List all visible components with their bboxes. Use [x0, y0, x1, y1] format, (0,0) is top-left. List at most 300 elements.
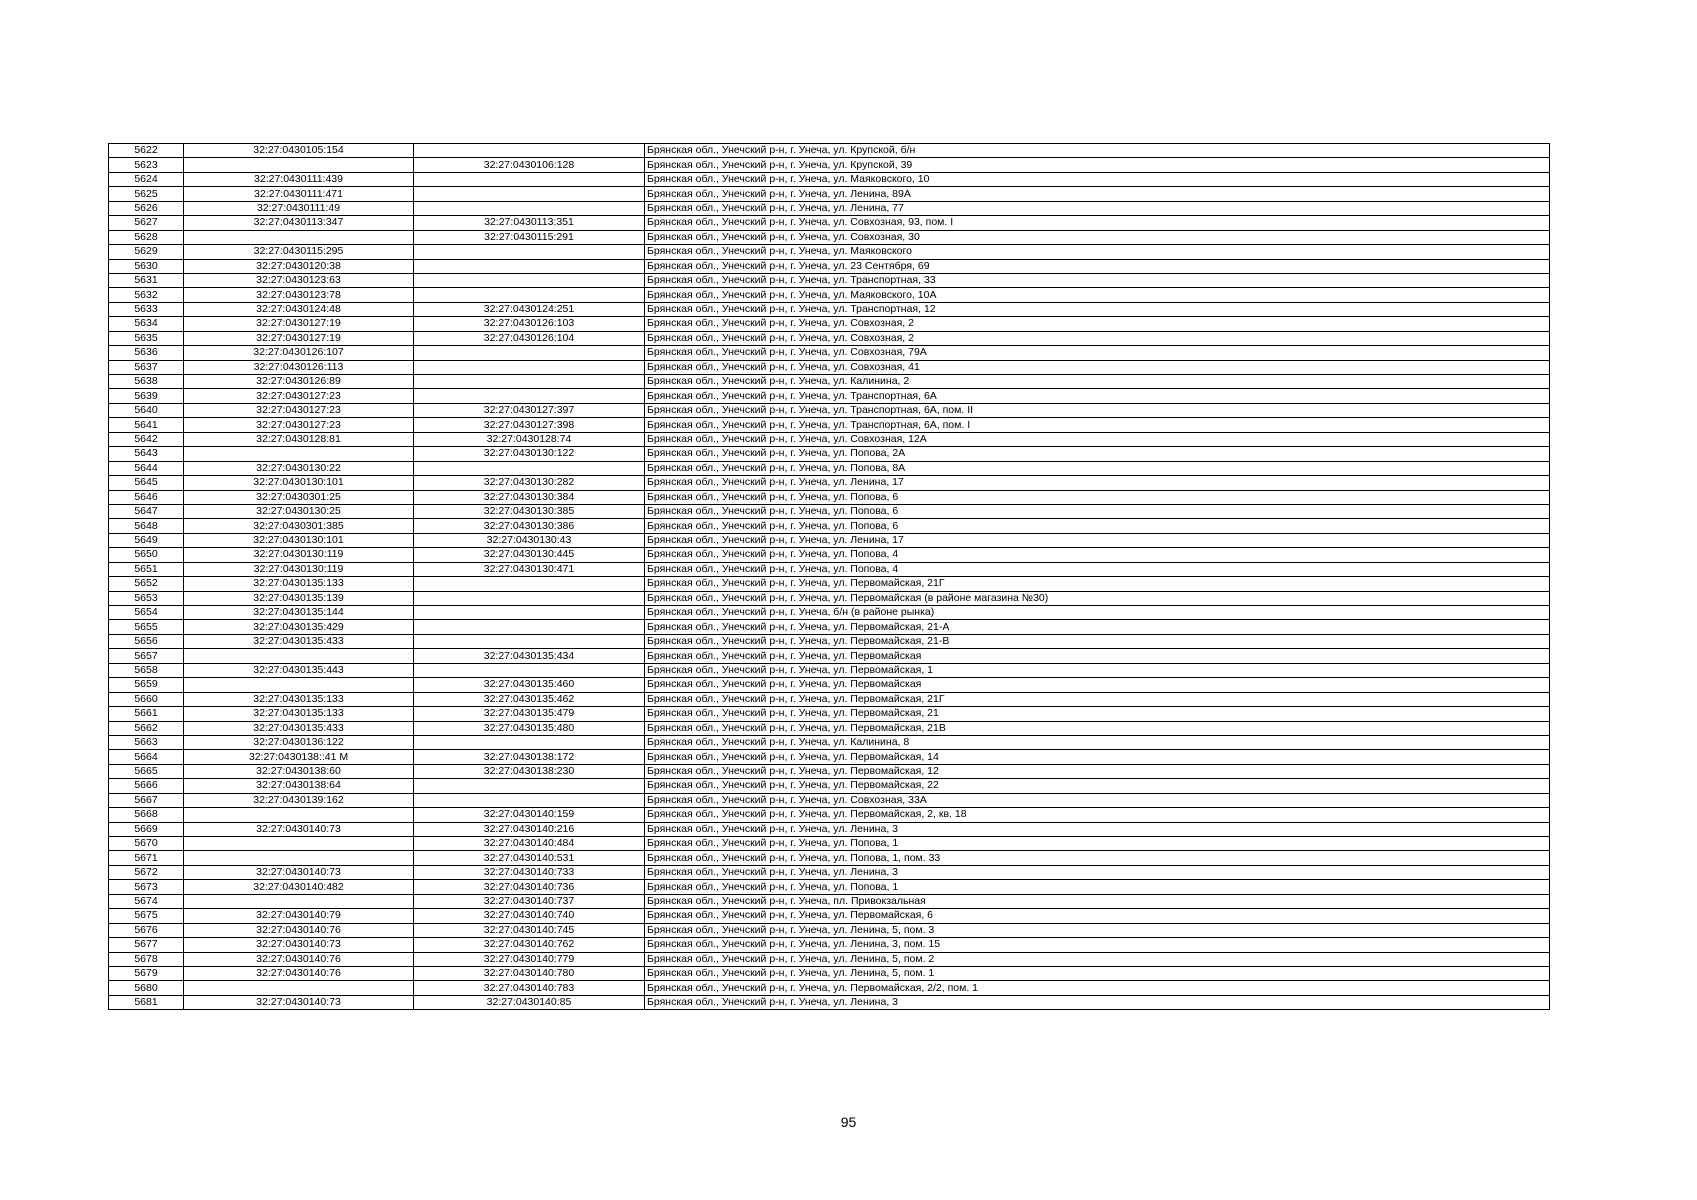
table-row: [109, 764, 1550, 778]
building-cadastral-number: [414, 360, 645, 374]
table-row: [109, 880, 1550, 894]
row-number: 5665: [109, 764, 184, 778]
land-plot-cadastral-number: 32:27:0430139:162: [184, 793, 414, 807]
address: Брянская обл., Унечский р-н, г. Унеча, ул. Ленина, 5, пом. 3: [645, 923, 1550, 937]
land-plot-cadastral-number: 32:27:0430128:81: [184, 432, 414, 446]
row-number: 5646: [109, 490, 184, 504]
table-row: [109, 678, 1550, 692]
address: Брянская обл., Унечский р-н, г. Унеча, ул. Ленина, 3: [645, 865, 1550, 879]
land-plot-cadastral-number: 32:27:0430115:295: [184, 245, 414, 259]
land-plot-cadastral-number: [184, 837, 414, 851]
row-number: 5652: [109, 577, 184, 591]
address: Брянская обл., Унечский р-н, г. Унеча, ул. Ленина, 3: [645, 995, 1550, 1009]
row-number: 5669: [109, 822, 184, 836]
row-number: 5651: [109, 562, 184, 576]
land-plot-cadastral-number: 32:27:0430140:76: [184, 966, 414, 980]
land-plot-cadastral-number: 32:27:0430130:22: [184, 461, 414, 475]
land-plot-cadastral-number: 32:27:0430130:25: [184, 504, 414, 518]
land-plot-cadastral-number: [184, 851, 414, 865]
address: Брянская обл., Унечский р-н, г. Унеча, ул. Совхозная, 2: [645, 331, 1550, 345]
land-plot-cadastral-number: 32:27:0430130:119: [184, 562, 414, 576]
building-cadastral-number: [414, 461, 645, 475]
land-plot-cadastral-number: 32:27:0430140:76: [184, 952, 414, 966]
address: Брянская обл., Унечский р-н, г. Унеча, ул. Транспортная, 6А: [645, 389, 1550, 403]
building-cadastral-number: [414, 144, 645, 158]
address: Брянская обл., Унечский р-н, г. Унеча, ул. Калинина, 8: [645, 735, 1550, 749]
building-cadastral-number: [414, 735, 645, 749]
building-cadastral-number: 32:27:0430135:480: [414, 721, 645, 735]
land-plot-cadastral-number: 32:27:0430135:429: [184, 620, 414, 634]
building-cadastral-number: 32:27:0430138:172: [414, 750, 645, 764]
table-row: [109, 909, 1550, 923]
address: Брянская обл., Унечский р-н, г. Унеча, ул. Совхозная, 2: [645, 317, 1550, 331]
building-cadastral-number: 32:27:0430140:733: [414, 865, 645, 879]
building-cadastral-number: [414, 606, 645, 620]
table-row: [109, 144, 1550, 158]
address: Брянская обл., Унечский р-н, г. Унеча, ул. Совхозная, 12А: [645, 432, 1550, 446]
row-number: 5649: [109, 533, 184, 547]
land-plot-cadastral-number: [184, 678, 414, 692]
row-number: 5655: [109, 620, 184, 634]
land-plot-cadastral-number: 32:27:0430130:119: [184, 548, 414, 562]
address: Брянская обл., Унечский р-н, г. Унеча, ул. Первомайская, 21В: [645, 721, 1550, 735]
address: Брянская обл., Унечский р-н, г. Унеча, ул. Ленина, 5, пом. 2: [645, 952, 1550, 966]
address: Брянская обл., Унечский р-н, г. Унеча, ул. Ленина, 17: [645, 476, 1550, 490]
address: Брянская обл., Унечский р-н, г. Унеча, ул. 23 Сентября, 69: [645, 259, 1550, 273]
building-cadastral-number: [414, 245, 645, 259]
table-row: [109, 245, 1550, 259]
building-cadastral-number: 32:27:0430130:385: [414, 504, 645, 518]
building-cadastral-number: 32:27:0430113:351: [414, 216, 645, 230]
land-plot-cadastral-number: [184, 447, 414, 461]
row-number: 5643: [109, 447, 184, 461]
table-row: [109, 548, 1550, 562]
address: Брянская обл., Унечский р-н, г. Унеча, ул. Попова, 6: [645, 490, 1550, 504]
address: Брянская обл., Унечский р-н, г. Унеча, ул. Первомайская: [645, 678, 1550, 692]
land-plot-cadastral-number: 32:27:0430135:433: [184, 634, 414, 648]
address: Брянская обл., Унечский р-н, г. Унеча, ул. Маяковского: [645, 245, 1550, 259]
address: Брянская обл., Унечский р-н, г. Унеча, ул. Первомайская, 21Г: [645, 577, 1550, 591]
row-number: 5636: [109, 346, 184, 360]
row-number: 5664: [109, 750, 184, 764]
land-plot-cadastral-number: [184, 894, 414, 908]
row-number: 5654: [109, 606, 184, 620]
table-row: [109, 461, 1550, 475]
land-plot-cadastral-number: 32:27:0430126:113: [184, 360, 414, 374]
row-number: 5633: [109, 302, 184, 316]
table-row: [109, 591, 1550, 605]
row-number: 5628: [109, 230, 184, 244]
page-number: 95: [840, 1114, 857, 1130]
land-plot-cadastral-number: 32:27:0430135:144: [184, 606, 414, 620]
land-plot-cadastral-number: 32:27:0430126:107: [184, 346, 414, 360]
table-row: [109, 476, 1550, 490]
address: Брянская обл., Унечский р-н, г. Унеча, ул. Первомайская, 1: [645, 663, 1550, 677]
address: Брянская обл., Унечский р-н, г. Унеча, ул. Первомайская, 21-В: [645, 634, 1550, 648]
row-number: 5645: [109, 476, 184, 490]
table-row: [109, 360, 1550, 374]
address: Брянская обл., Унечский р-н, г. Унеча, ул. Ленина, 77: [645, 201, 1550, 215]
land-plot-cadastral-number: 32:27:0430113:347: [184, 216, 414, 230]
address: Брянская обл., Унечский р-н, г. Унеча, ул. Совхозная, 33А: [645, 793, 1550, 807]
building-cadastral-number: 32:27:0430106:128: [414, 158, 645, 172]
table-row: [109, 894, 1550, 908]
table-row: [109, 447, 1550, 461]
row-number: 5630: [109, 259, 184, 273]
row-number: 5647: [109, 504, 184, 518]
land-plot-cadastral-number: 32:27:0430111:49: [184, 201, 414, 215]
row-number: 5666: [109, 779, 184, 793]
address: Брянская обл., Унечский р-н, г. Унеча, ул. Попова, 6: [645, 519, 1550, 533]
table-row: [109, 490, 1550, 504]
building-cadastral-number: [414, 375, 645, 389]
address: Брянская обл., Унечский р-н, г. Унеча, ул. Транспортная, 12: [645, 302, 1550, 316]
building-cadastral-number: 32:27:0430140:159: [414, 808, 645, 822]
building-cadastral-number: 32:27:0430140:85: [414, 995, 645, 1009]
address: Брянская обл., Унечский р-н, г. Унеча, ул. Ленина, 5, пом. 1: [645, 966, 1550, 980]
cadastral-table-body: [109, 144, 1550, 1010]
land-plot-cadastral-number: 32:27:0430135:133: [184, 707, 414, 721]
building-cadastral-number: [414, 346, 645, 360]
row-number: 5671: [109, 851, 184, 865]
table-row: [109, 172, 1550, 186]
row-number: 5650: [109, 548, 184, 562]
address: Брянская обл., Унечский р-н, г. Унеча, ул. Первомайская, 21Г: [645, 692, 1550, 706]
building-cadastral-number: 32:27:0430130:122: [414, 447, 645, 461]
row-number: 5627: [109, 216, 184, 230]
table-row: [109, 721, 1550, 735]
building-cadastral-number: 32:27:0430130:445: [414, 548, 645, 562]
address: Брянская обл., Унечский р-н, г. Унеча, ул. Первомайская, 22: [645, 779, 1550, 793]
land-plot-cadastral-number: 32:27:0430140:73: [184, 865, 414, 879]
building-cadastral-number: [414, 172, 645, 186]
row-number: 5681: [109, 995, 184, 1009]
address: Брянская обл., Унечский р-н, г. Унеча, ул. Совхозная, 30: [645, 230, 1550, 244]
address: Брянская обл., Унечский р-н, г. Унеча, ул. Транспортная, 6А, пом. I: [645, 418, 1550, 432]
row-number: 5680: [109, 981, 184, 995]
address: Брянская обл., Унечский р-н, г. Унеча, ул. Первомайская, 2, кв. 18: [645, 808, 1550, 822]
land-plot-cadastral-number: [184, 158, 414, 172]
building-cadastral-number: [414, 663, 645, 677]
address: Брянская обл., Унечский р-н, г. Унеча, ул. Первомайская, 14: [645, 750, 1550, 764]
table-row: [109, 634, 1550, 648]
building-cadastral-number: 32:27:0430135:460: [414, 678, 645, 692]
land-plot-cadastral-number: 32:27:0430135:139: [184, 591, 414, 605]
row-number: 5642: [109, 432, 184, 446]
table-row: [109, 504, 1550, 518]
address: Брянская обл., Унечский р-н, г. Унеча, ул. Попова, 4: [645, 562, 1550, 576]
land-plot-cadastral-number: [184, 808, 414, 822]
building-cadastral-number: [414, 620, 645, 634]
land-plot-cadastral-number: 32:27:0430136:122: [184, 735, 414, 749]
land-plot-cadastral-number: 32:27:0430301:25: [184, 490, 414, 504]
row-number: 5676: [109, 923, 184, 937]
address: Брянская обл., Унечский р-н, г. Унеча, ул. Попова, 6: [645, 504, 1550, 518]
land-plot-cadastral-number: 32:27:0430130:101: [184, 533, 414, 547]
table-row: [109, 837, 1550, 851]
row-number: 5662: [109, 721, 184, 735]
building-cadastral-number: 32:27:0430140:762: [414, 938, 645, 952]
address: Брянская обл., Унечский р-н, г. Унеча, ул. Первомайская, 21-А: [645, 620, 1550, 634]
building-cadastral-number: 32:27:0430138:230: [414, 764, 645, 778]
row-number: 5678: [109, 952, 184, 966]
address: Брянская обл., Унечский р-н, г. Унеча, ул. Маяковского, 10А: [645, 288, 1550, 302]
address: Брянская обл., Унечский р-н, г. Унеча, ул. Ленина, 3: [645, 822, 1550, 836]
building-cadastral-number: 32:27:0430130:384: [414, 490, 645, 504]
row-number: 5634: [109, 317, 184, 331]
land-plot-cadastral-number: 32:27:0430123:63: [184, 273, 414, 287]
land-plot-cadastral-number: 32:27:0430127:23: [184, 403, 414, 417]
address: Брянская обл., Унечский р-н, г. Унеча, ул. Маяковского, 10: [645, 172, 1550, 186]
table-row: [109, 793, 1550, 807]
table-row: [109, 692, 1550, 706]
row-number: 5638: [109, 375, 184, 389]
building-cadastral-number: 32:27:0430126:103: [414, 317, 645, 331]
address: Брянская обл., Унечский р-н, г. Унеча, ул. Транспортная, 33: [645, 273, 1550, 287]
row-number: 5668: [109, 808, 184, 822]
address: Брянская обл., Унечский р-н, г. Унеча, б/н (в районе рынка): [645, 606, 1550, 620]
land-plot-cadastral-number: 32:27:0430140:73: [184, 822, 414, 836]
table-row: [109, 966, 1550, 980]
land-plot-cadastral-number: 32:27:0430138:60: [184, 764, 414, 778]
table-row: [109, 432, 1550, 446]
building-cadastral-number: 32:27:0430140:531: [414, 851, 645, 865]
table-row: [109, 201, 1550, 215]
row-number: 5658: [109, 663, 184, 677]
table-row: [109, 981, 1550, 995]
building-cadastral-number: 32:27:0430140:780: [414, 966, 645, 980]
row-number: 5667: [109, 793, 184, 807]
building-cadastral-number: 32:27:0430130:282: [414, 476, 645, 490]
address: Брянская обл., Унечский р-н, г. Унеча, ул. Попова, 8А: [645, 461, 1550, 475]
table-row: [109, 375, 1550, 389]
building-cadastral-number: 32:27:0430140:216: [414, 822, 645, 836]
table-row: [109, 707, 1550, 721]
land-plot-cadastral-number: 32:27:0430140:76: [184, 923, 414, 937]
address: Брянская обл., Унечский р-н, г. Унеча, ул. Попова, 1: [645, 837, 1550, 851]
land-plot-cadastral-number: 32:27:0430111:439: [184, 172, 414, 186]
table-row: [109, 952, 1550, 966]
row-number: 5677: [109, 938, 184, 952]
table-row: [109, 317, 1550, 331]
address: Брянская обл., Унечский р-н, г. Унеча, ул. Первомайская: [645, 649, 1550, 663]
table-row: [109, 577, 1550, 591]
land-plot-cadastral-number: [184, 981, 414, 995]
land-plot-cadastral-number: 32:27:0430127:19: [184, 317, 414, 331]
building-cadastral-number: [414, 779, 645, 793]
building-cadastral-number: [414, 273, 645, 287]
row-number: 5659: [109, 678, 184, 692]
cadastral-table: [108, 143, 1550, 1010]
building-cadastral-number: [414, 793, 645, 807]
table-row: [109, 606, 1550, 620]
row-number: 5625: [109, 187, 184, 201]
building-cadastral-number: [414, 634, 645, 648]
row-number: 5660: [109, 692, 184, 706]
land-plot-cadastral-number: 32:27:0430140:73: [184, 995, 414, 1009]
row-number: 5675: [109, 909, 184, 923]
row-number: 5661: [109, 707, 184, 721]
land-plot-cadastral-number: 32:27:0430135:133: [184, 692, 414, 706]
table-row: [109, 403, 1550, 417]
row-number: 5679: [109, 966, 184, 980]
table-row: [109, 923, 1550, 937]
row-number: 5639: [109, 389, 184, 403]
land-plot-cadastral-number: 32:27:0430140:73: [184, 938, 414, 952]
table-row: [109, 779, 1550, 793]
table-row: [109, 562, 1550, 576]
land-plot-cadastral-number: 32:27:0430130:101: [184, 476, 414, 490]
building-cadastral-number: [414, 187, 645, 201]
building-cadastral-number: 32:27:0430140:484: [414, 837, 645, 851]
table-row: [109, 865, 1550, 879]
building-cadastral-number: 32:27:0430140:783: [414, 981, 645, 995]
building-cadastral-number: [414, 288, 645, 302]
address: Брянская обл., Унечский р-н, г. Унеча, ул. Первомайская (в районе магазина №30): [645, 591, 1550, 605]
address: Брянская обл., Унечский р-н, г. Унеча, ул. Первомайская, 12: [645, 764, 1550, 778]
table-row: [109, 938, 1550, 952]
table-row: [109, 302, 1550, 316]
table-row: [109, 750, 1550, 764]
building-cadastral-number: [414, 591, 645, 605]
table-row: [109, 259, 1550, 273]
table-row: [109, 851, 1550, 865]
table-row: [109, 216, 1550, 230]
land-plot-cadastral-number: 32:27:0430135:443: [184, 663, 414, 677]
building-cadastral-number: 32:27:0430135:462: [414, 692, 645, 706]
building-cadastral-number: [414, 201, 645, 215]
table-row: [109, 735, 1550, 749]
building-cadastral-number: 32:27:0430130:43: [414, 533, 645, 547]
row-number: 5632: [109, 288, 184, 302]
row-number: 5641: [109, 418, 184, 432]
table-row: [109, 519, 1550, 533]
land-plot-cadastral-number: 32:27:0430135:433: [184, 721, 414, 735]
building-cadastral-number: [414, 577, 645, 591]
table-row: [109, 331, 1550, 345]
address: Брянская обл., Унечский р-н, г. Унеча, ул. Совхозная, 41: [645, 360, 1550, 374]
land-plot-cadastral-number: 32:27:0430301:385: [184, 519, 414, 533]
row-number: 5629: [109, 245, 184, 259]
row-number: 5644: [109, 461, 184, 475]
address: Брянская обл., Унечский р-н, г. Унеча, ул. Попова, 2А: [645, 447, 1550, 461]
row-number: 5622: [109, 144, 184, 158]
table-row: [109, 288, 1550, 302]
table-row: [109, 808, 1550, 822]
row-number: 5637: [109, 360, 184, 374]
address: Брянская обл., Унечский р-н, г. Унеча, ул. Ленина, 89А: [645, 187, 1550, 201]
row-number: 5653: [109, 591, 184, 605]
address: Брянская обл., Унечский р-н, г. Унеча, ул. Совхозная, 79А: [645, 346, 1550, 360]
address: Брянская обл., Унечский р-н, г. Унеча, ул. Ленина, 17: [645, 533, 1550, 547]
land-plot-cadastral-number: 32:27:0430124:48: [184, 302, 414, 316]
address: Брянская обл., Унечский р-н, г. Унеча, ул. Первомайская, 21: [645, 707, 1550, 721]
land-plot-cadastral-number: 32:27:0430120:38: [184, 259, 414, 273]
address: Брянская обл., Унечский р-н, г. Унеча, ул. Ленина, 3, пом. 15: [645, 938, 1550, 952]
land-plot-cadastral-number: 32:27:0430127:23: [184, 389, 414, 403]
address: Брянская обл., Унечский р-н, г. Унеча, ул. Крупской, б/н: [645, 144, 1550, 158]
address: Брянская обл., Унечский р-н, г. Унеча, ул. Попова, 4: [645, 548, 1550, 562]
land-plot-cadastral-number: 32:27:0430135:133: [184, 577, 414, 591]
address: Брянская обл., Унечский р-н, г. Унеча, пл. Привокзальная: [645, 894, 1550, 908]
land-plot-cadastral-number: 32:27:0430127:23: [184, 418, 414, 432]
land-plot-cadastral-number: [184, 230, 414, 244]
address: Брянская обл., Унечский р-н, г. Унеча, ул. Попова, 1: [645, 880, 1550, 894]
land-plot-cadastral-number: 32:27:0430126:89: [184, 375, 414, 389]
row-number: 5623: [109, 158, 184, 172]
building-cadastral-number: 32:27:0430130:386: [414, 519, 645, 533]
building-cadastral-number: [414, 259, 645, 273]
row-number: 5656: [109, 634, 184, 648]
building-cadastral-number: 32:27:0430127:397: [414, 403, 645, 417]
building-cadastral-number: 32:27:0430127:398: [414, 418, 645, 432]
row-number: 5626: [109, 201, 184, 215]
table-row: [109, 230, 1550, 244]
address: Брянская обл., Унечский р-н, г. Унеча, ул. Первомайская, 6: [645, 909, 1550, 923]
table-row: [109, 389, 1550, 403]
row-number: 5648: [109, 519, 184, 533]
row-number: 5640: [109, 403, 184, 417]
table-row: [109, 187, 1550, 201]
row-number: 5657: [109, 649, 184, 663]
building-cadastral-number: 32:27:0430124:251: [414, 302, 645, 316]
building-cadastral-number: 32:27:0430115:291: [414, 230, 645, 244]
table-row: [109, 158, 1550, 172]
table-row: [109, 418, 1550, 432]
building-cadastral-number: 32:27:0430140:740: [414, 909, 645, 923]
table-row: [109, 649, 1550, 663]
address: Брянская обл., Унечский р-н, г. Унеча, ул. Крупской, 39: [645, 158, 1550, 172]
address: Брянская обл., Унечский р-н, г. Унеча, ул. Транспортная, 6А, пом. II: [645, 403, 1550, 417]
table-row: [109, 995, 1550, 1009]
building-cadastral-number: 32:27:0430140:745: [414, 923, 645, 937]
land-plot-cadastral-number: 32:27:0430138:64: [184, 779, 414, 793]
row-number: 5631: [109, 273, 184, 287]
building-cadastral-number: 32:27:0430140:779: [414, 952, 645, 966]
land-plot-cadastral-number: [184, 649, 414, 663]
building-cadastral-number: 32:27:0430126:104: [414, 331, 645, 345]
row-number: 5624: [109, 172, 184, 186]
land-plot-cadastral-number: 32:27:0430105:154: [184, 144, 414, 158]
row-number: 5635: [109, 331, 184, 345]
building-cadastral-number: 32:27:0430140:737: [414, 894, 645, 908]
table-row: [109, 273, 1550, 287]
table-row: [109, 346, 1550, 360]
land-plot-cadastral-number: 32:27:0430127:19: [184, 331, 414, 345]
land-plot-cadastral-number: 32:27:0430140:79: [184, 909, 414, 923]
land-plot-cadastral-number: 32:27:0430123:78: [184, 288, 414, 302]
table-row: [109, 620, 1550, 634]
building-cadastral-number: 32:27:0430135:479: [414, 707, 645, 721]
building-cadastral-number: 32:27:0430140:736: [414, 880, 645, 894]
building-cadastral-number: 32:27:0430128:74: [414, 432, 645, 446]
table-row: [109, 663, 1550, 677]
address: Брянская обл., Унечский р-н, г. Унеча, ул. Калинина, 2: [645, 375, 1550, 389]
address: Брянская обл., Унечский р-н, г. Унеча, ул. Первомайская, 2/2, пом. 1: [645, 981, 1550, 995]
address: Брянская обл., Унечский р-н, г. Унеча, ул. Совхозная, 93, пом. I: [645, 216, 1550, 230]
land-plot-cadastral-number: 32:27:0430140:482: [184, 880, 414, 894]
address: Брянская обл., Унечский р-н, г. Унеча, ул. Попова, 1, пом. 33: [645, 851, 1550, 865]
row-number: 5670: [109, 837, 184, 851]
building-cadastral-number: 32:27:0430130:471: [414, 562, 645, 576]
land-plot-cadastral-number: 32:27:0430138::41 М: [184, 750, 414, 764]
row-number: 5674: [109, 894, 184, 908]
row-number: 5672: [109, 865, 184, 879]
row-number: 5673: [109, 880, 184, 894]
table-row: [109, 822, 1550, 836]
row-number: 5663: [109, 735, 184, 749]
building-cadastral-number: [414, 389, 645, 403]
